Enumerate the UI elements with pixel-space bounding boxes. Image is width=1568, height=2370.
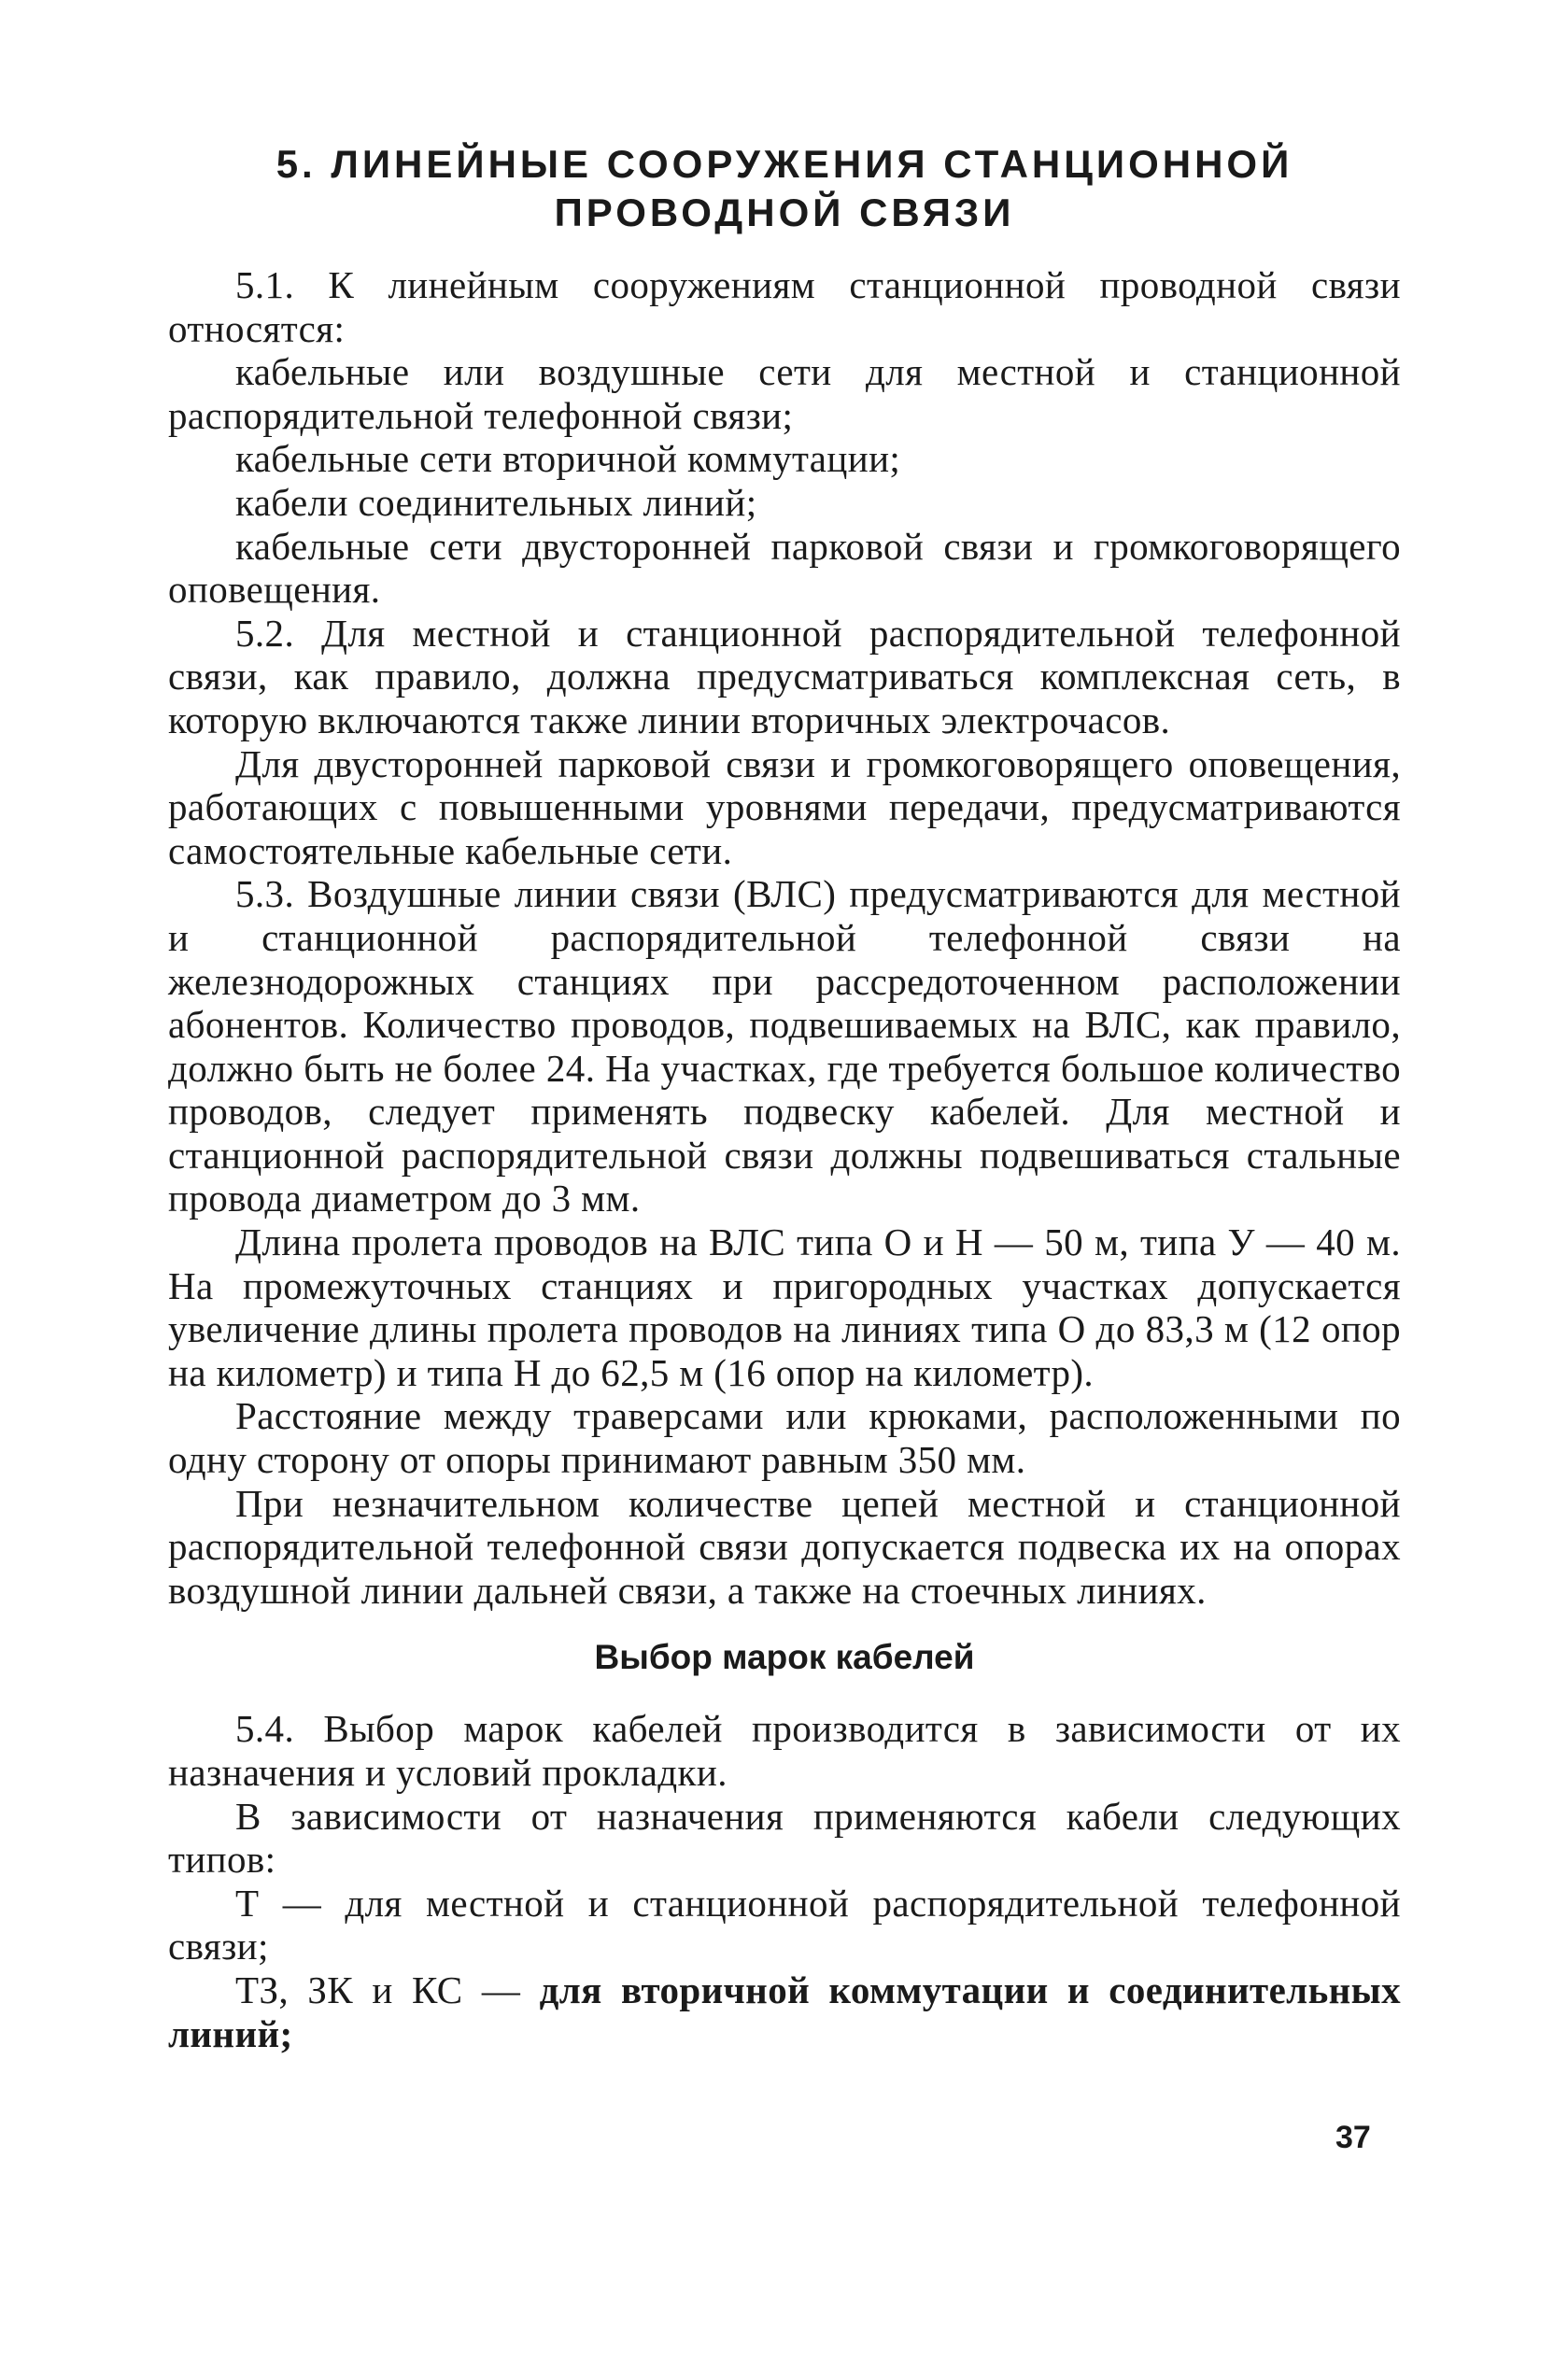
cable-codes: ТЗ, ЗК и КС <box>235 1968 463 2011</box>
page-content <box>168 140 1401 2055</box>
section-heading: Выбор марок кабелей <box>594 1638 975 1677</box>
paragraph-last <box>168 1968 1401 2055</box>
chapter-title-line-2: ПРОВОДНОЙ СВЯЗИ <box>554 190 1015 234</box>
paragraph: Расстояние между траверсами или крюками, расположенными по одну сторону от опоры принимают равным 350 мм. <box>168 1394 1401 1482</box>
chapter-title <box>168 140 1401 237</box>
paragraph: 5.4. Выбор марок кабелей производится в зависимости от их назначения и условий прокладки. <box>168 1707 1401 1794</box>
paragraph: кабельные сети двусторонней парковой связи и громкоговорящего оповещения. <box>168 524 1401 612</box>
paragraph: Т — для местной и станционной распорядительной телефонной связи; <box>168 1881 1401 1968</box>
paragraph: 5.3. Воздушные линии связи (ВЛС) предусматриваются для местной и станционной распорядительной телефонной связи на железнодорожных станциях при рассредоточенном расположении абонентов. Количество проводов, подвешиваемых на ВЛС, как правило, должно быть не более 24. На участках, где требуется большое количество проводов, следует применять подвеску кабелей. Для местной и станционной распорядительной связи должны подвешиваться стальные провода диаметром до 3 мм. <box>168 872 1401 1220</box>
paragraph: 5.1. К линейным сооружениям станционной проводной связи относятся: <box>168 263 1401 350</box>
paragraph: кабельные или воздушные сети для местной и станционной распорядительной телефонной связи; <box>168 350 1401 437</box>
paragraph: Для двусторонней парковой связи и громкоговорящего оповещения, работающих с повышенными уровнями передачи, предусматриваются самостоятельные кабельные сети. <box>168 741 1401 872</box>
dash: — <box>462 1968 540 2011</box>
cable-purpose: для вторичной коммутации и соединительных линий; <box>168 1968 1401 2055</box>
paragraph: 5.2. Для местной и станционной распорядительной телефонной связи, как правило, должна предусматриваться комплексная сеть, в которую включаются также линии вторичных электрочасов. <box>168 611 1401 741</box>
chapter-title-line-1: 5. ЛИНЕЙНЫЕ СООРУЖЕНИЯ СТАНЦИОННОЙ <box>275 142 1293 186</box>
paragraph: кабели соединительных линий; <box>235 480 757 524</box>
paragraph: В зависимости от назначения применяются кабели следующих типов: <box>168 1794 1401 1882</box>
paragraph: кабельные сети вторичной коммутации; <box>235 437 901 481</box>
page-number: 37 <box>1335 2120 1371 2155</box>
paragraph: При незначительном количестве цепей местной и станционной распорядительной телефонной связи допускается подвеска их на опорах воздушной линии дальней связи, а также на стоечных линиях. <box>168 1481 1401 1612</box>
paragraph: Длина пролета проводов на ВЛС типа О и Н — 50 м, типа У — 40 м. На промежуточных станциях и пригородных участках допускается увеличение длины пролета проводов на линиях типа О до 83,3 м (12 опор на километр) и типа Н до 62,5 м (16 опор на километр). <box>168 1220 1401 1394</box>
